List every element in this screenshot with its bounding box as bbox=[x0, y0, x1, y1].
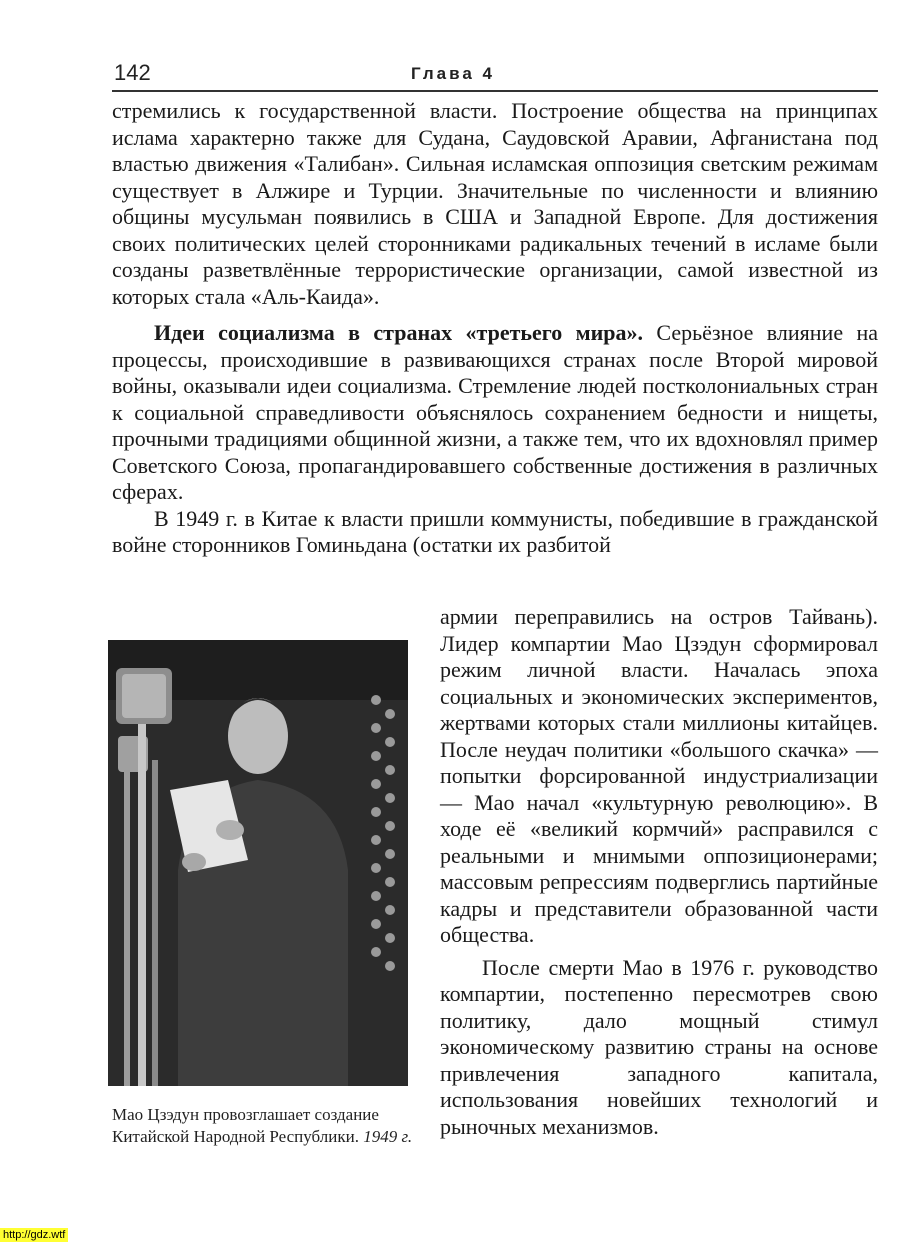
paragraph-3-start: В 1949 г. в Китае к власти пришли коммунисты, победившие в гражданской войне сторонников Гоминьдана (остатки их разбитой bbox=[112, 505, 878, 557]
paragraph-4: После смерти Мао в 1976 г. руководство компартии, постепенно пересмотрев свою политику, дало мощный стимул экономическому развитию страны на основе привлечения западного капитала, использования новейших технологий и рыночных механизмов. bbox=[440, 954, 878, 1139]
watermark-link[interactable]: http://gdz.wtf bbox=[0, 1228, 68, 1242]
main-text-column bbox=[112, 98, 878, 559]
mao-photo bbox=[108, 640, 408, 1086]
caption-year: 1949 г. bbox=[363, 1127, 413, 1146]
right-text-column bbox=[440, 604, 878, 1140]
header-rule bbox=[112, 90, 878, 92]
chapter-title: Глава 4 bbox=[411, 64, 495, 83]
paragraph-2-text: Серьёзное влияние на процессы, происходившие в развивающихся странах после Второй мировой войны, оказывали идеи социализма. Стремление людей постколониальных стран к социальной справедливости объяснялось сохранением бедности и нищеты, прочными традициями общинной жизни, а также тем, что их вдохновлял пример Советского Союза, пропагандировавшего собственные достижения в различных сферах. bbox=[112, 320, 879, 504]
mao-photo-illustration bbox=[108, 640, 408, 1086]
paragraph-1: стремились к государственной власти. Построение общества на принципах ислама характерно также для Судана, Саудовской Аравии, Афганистана под властью движения «Талибан». Сильная исламская оппозиция светским режимам существует в Алжире и Турции. Значительные по численности и влиянию общины мусульман появились в США и Западной Европе. Для достижения своих политических целей сторонниками радикальных течений в исламе были созданы разветвлённые террористические организации, самой известной из которых стала «Аль-Каида». bbox=[112, 98, 878, 309]
photo-caption bbox=[112, 1104, 422, 1148]
page-number: 142 bbox=[114, 60, 151, 85]
paragraph-3-continued: армии переправились на остров Тайвань). Лидер компартии Мао Цзэдун сформировал режим личной власти. Началась эпоха социальных и экономических экспериментов, жертвами которых стали миллионы китайцев. После неудач политики «большого скачка» — попытки форсированной индустриализации — Мао начал «культурную революцию». В ходе её «великий кормчий» расправился с реальными и мнимыми оппозиционерами; массовым репрессиям подверглись партийные кадры и представители образованной части общества. bbox=[440, 604, 878, 947]
paragraph-2 bbox=[112, 320, 878, 506]
section-heading: Идеи социализма в странах «третьего мира». bbox=[154, 320, 644, 345]
caption-text: Мао Цзэдун провозглашает создание Китайской Народной Республики. bbox=[112, 1105, 379, 1146]
